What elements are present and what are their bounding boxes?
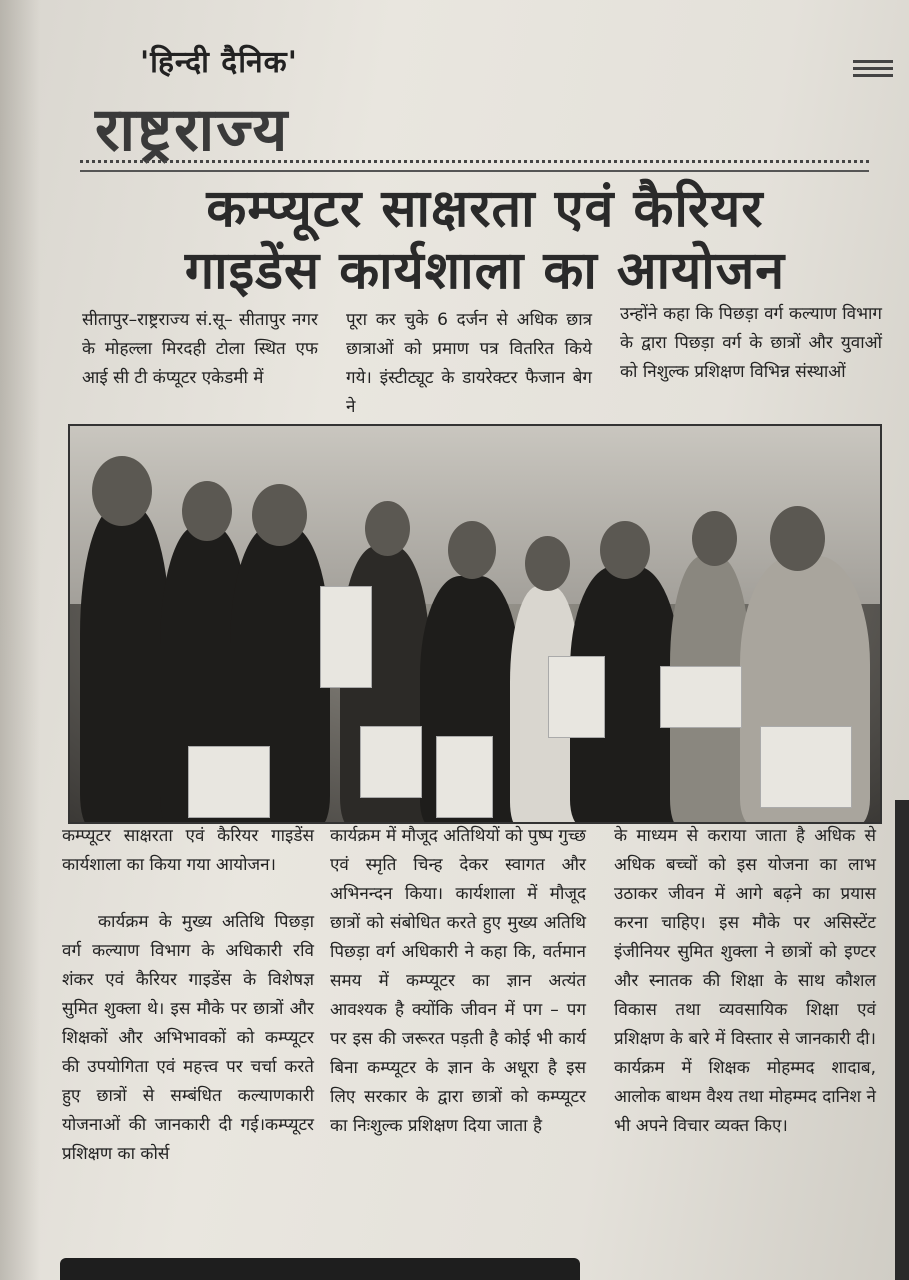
next-headline-fragment [60,1258,580,1280]
edge-marks [853,60,893,81]
intro-column-3: उन्होंने कहा कि पिछड़ा वर्ग कल्याण विभाग के द्वारा पिछड़ा वर्ग के छात्रों और युवाओं को निशुल्क प्रशिक्षण विभिन्न संस्थाओं [620,304,882,382]
adjacent-page-edge [895,800,909,1280]
body-column-1-caption: कम्प्यूटर साक्षरता एवं कैरियर गाइडेंस कार्यशाला का किया गया आयोजन। [62,826,314,875]
masthead-title: राष्ट्रराज्य [95,95,290,165]
masthead-rule [80,160,869,163]
body-column-3: के माध्यम से कराया जाता है अधिक से अधिक बच्चों को इस योजना का लाभ उठाकर जीवन में आगे बढ़ने का प्रयास करना चाहिए। इस मौके पर असिस्टेंट इंजीनियर सुमित शुक्ला ने छात्रों को इण्टर और स्नातक की शिक्षा के साथ कौशल विकास तथा व्यवसायिक शिक्षा एवं प्रशिक्षण के बारे में विस्तार से जानकारी दी। कार्यक्रम में शिक्षक मोहम्मद शादाब, आलोक बाथम वैश्य तथा मोहम्मद दानिश ने भी अपने विचार व्यक्त किए। [614,826,876,1136]
headline-line-1: कम्प्यूटर साक्षरता एवं कैरियर [206,179,764,239]
masthead-rule-thin [80,170,869,172]
intro-column-2: पूरा कर चुके 6 दर्जन से अधिक छात्र छात्राओं को प्रमाण पत्र वितरित किये गये। इंस्टीट्यूट के डायरेक्टर फैजान बेग ने [346,310,592,417]
intro-column-1: सीतापुर–राष्ट्रराज्य सं.सू– सीतापुर नगर के मोहल्ला मिरदही टोला स्थित एफ आई सी टी कंप्यूटर एकेडमी में [82,310,318,388]
body-column-2: कार्यक्रम में मौजूद अतिथियों को पुष्प गुच्छ एवं स्मृति चिन्ह देकर स्वागत और अभिनन्दन किया। कार्यशाला में मौजूद छात्रों को संबोधित करते हुए मुख्य अतिथि पिछड़ा वर्ग अधिकारी ने कहा कि, वर्तमान समय में कम्प्यूटर का ज्ञान अत्यंत आवश्यक है क्योंकि जीवन में पग – पग पर इस की जरूरत पड़ती है कोई भी कार्य बिना कम्प्यूटर के ज्ञान के अधूरा है इस लिए सरकार के द्वारा छात्रों को कम्प्यूटर का निःशुल्क प्रशिक्षण दिया जाता है [330,826,586,1136]
body-column-1: कार्यक्रम के मुख्य अतिथि पिछड़ा वर्ग कल्याण विभाग के अधिकारी रवि शंकर एवं कैरियर गाइडेंस के विशेषज्ञ सुमित शुक्ला थे। इस मौके पर छात्रों और शिक्षकों और अभिभावकों को कम्प्यूटर की उपयोगिता एवं महत्त्व पर चर्चा करते हुए छात्रों से सम्बंधित कल्याणकारी योजनाओं की जानकारी दी गई।कम्प्यूटर प्रशिक्षण का कोर्स [62,912,314,1164]
event-photo [68,424,882,824]
page-shadow [0,0,40,1280]
headline-line-2: गाइडेंस कार्यशाला का आयोजन [184,241,786,301]
masthead-tagline: 'हिन्दी दैनिक' [140,45,298,80]
